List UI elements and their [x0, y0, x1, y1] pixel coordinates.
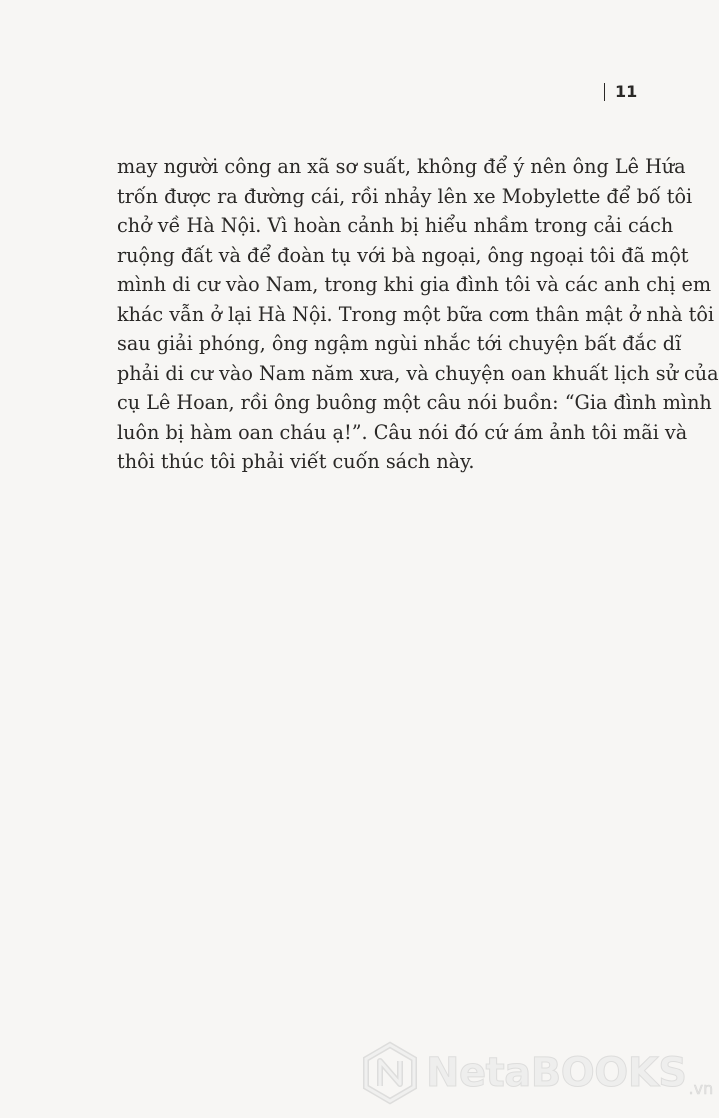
text-line: trốn được ra đường cái, rồi nhảy lên xe Mobylette để bố tôi	[117, 184, 693, 208]
n-hexagon-logo-icon	[362, 1042, 418, 1104]
page-number-divider	[604, 83, 605, 101]
watermark	[362, 1042, 713, 1104]
text-line: cụ Lê Hoan, rồi ông buông một câu nói buồn: “Gia đình mình	[117, 391, 712, 414]
page-number-text: 11	[615, 82, 638, 101]
text-line: sau giải phóng, ông ngậm ngùi nhắc tới chuyện bất đắc dĩ	[117, 332, 682, 355]
text-line: phải di cư vào Nam năm xưa, và chuyện oan khuất lịch sử của	[117, 361, 719, 385]
body-paragraph	[117, 152, 719, 477]
page-number	[604, 82, 637, 101]
text-line: thôi thúc tôi phải viết cuốn sách này.	[117, 450, 475, 473]
text-line: may người công an xã sơ suất, không để ý nên ông Lê Hứa	[117, 155, 686, 178]
text-line: mình di cư vào Nam, trong khi gia đình tôi và các anh chị em	[117, 273, 712, 296]
text-line: khác vẫn ở lại Hà Nội. Trong một bữa cơm thân mật ở nhà tôi	[117, 302, 715, 326]
text-line: ruộng đất và để đoàn tụ với bà ngoại, ông ngoại tôi đã một	[117, 243, 689, 267]
watermark-brand: NetaBOOKS	[426, 1050, 687, 1096]
text-line: luôn bị hàm oan cháu ạ!”. Câu nói đó cứ ám ảnh tôi mãi và	[117, 420, 688, 444]
text-line: chở về Hà Nội. Vì hoàn cảnh bị hiểu nhầm trong cải cách	[117, 214, 674, 237]
watermark-suffix: .vn	[688, 1079, 714, 1098]
